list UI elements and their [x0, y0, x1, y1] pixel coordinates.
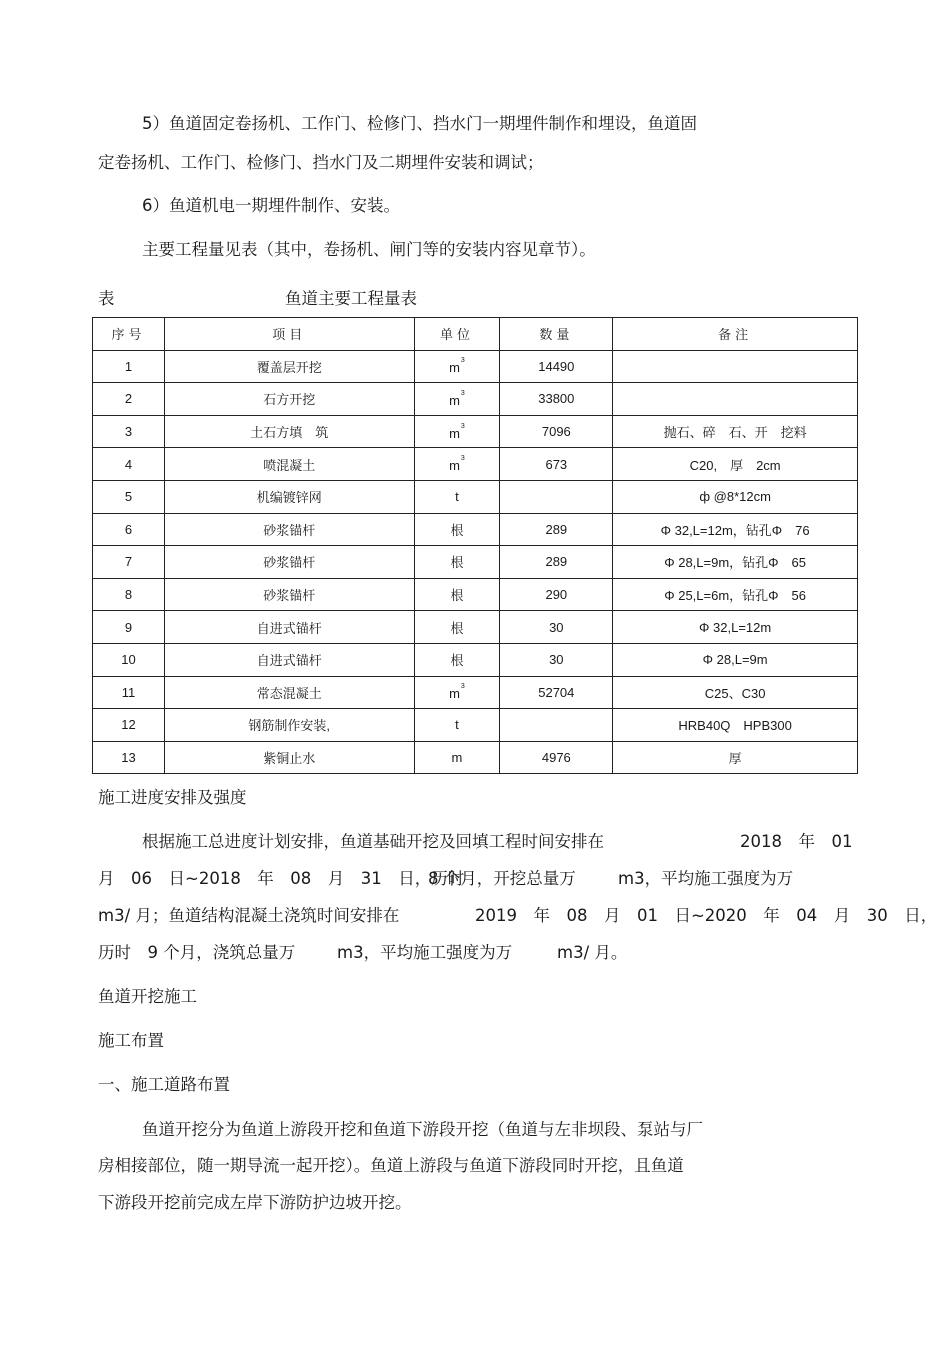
unit-text: t	[455, 489, 459, 505]
cell-number: 8	[93, 578, 165, 611]
header-unit: 单位	[414, 318, 500, 351]
cell-quantity: 4976	[500, 741, 613, 774]
final-paragraph-line-2: 房相接部位，随一期导流一起开挖）。鱼道上游段与鱼道下游段同时开挖，且鱼道	[98, 1156, 684, 1175]
cell-unit	[414, 513, 500, 546]
cell-item: 机编镀锌网	[164, 480, 414, 513]
table-caption-label: 表	[98, 289, 115, 308]
cell-item: 砂浆锚杆	[164, 546, 414, 579]
schedule-line-1a: 根据施工总进度计划安排，鱼道基础开挖及回填工程时间安排在	[142, 832, 604, 851]
table-intro: 主要工程量见表（其中，卷扬机、闸门等的安装内容见章节）。	[142, 240, 596, 259]
unit-superscript: 3	[460, 389, 465, 397]
cell-item: 常态混凝土	[164, 676, 414, 709]
paragraph-item-5-line-2: 定卷扬机、工作门、检修门、挡水门及二期埋件安装和调试；	[98, 153, 544, 172]
table-caption-title: 鱼道主要工程量表	[285, 289, 417, 308]
table-row	[93, 709, 858, 742]
table-row	[93, 643, 858, 676]
table-header-row	[93, 318, 858, 351]
quantity-table	[92, 317, 858, 774]
cell-unit	[414, 709, 500, 742]
cell-unit	[414, 611, 500, 644]
unit-text: 根	[450, 620, 464, 636]
cell-item: 砂浆锚杆	[164, 513, 414, 546]
cell-quantity: 30	[500, 643, 613, 676]
cell-item: 钢筋制作安装,	[164, 709, 414, 742]
cell-quantity: 52704	[500, 676, 613, 709]
cell-item: 自进式锚杆	[164, 643, 414, 676]
cell-number: 7	[93, 546, 165, 579]
unit-text: 根	[450, 653, 464, 669]
cell-number: 12	[93, 709, 165, 742]
schedule-line-2c: m3，平均施工强度为万	[618, 869, 794, 888]
cell-number: 6	[93, 513, 165, 546]
section-road-layout: 一、施工道路布置	[98, 1075, 230, 1094]
table-row	[93, 611, 858, 644]
unit-text: m	[449, 458, 460, 474]
cell-item: 石方开挖	[164, 383, 414, 416]
cell-remarks: C25、C30	[613, 676, 858, 709]
cell-quantity: 289	[500, 513, 613, 546]
cell-quantity: 14490	[500, 350, 613, 383]
schedule-line-3b: 2019 年 08 月 01 日~2020 年 04 月 30 日，	[475, 906, 938, 925]
cell-quantity: 290	[500, 578, 613, 611]
cell-item: 土石方填 筑	[164, 415, 414, 448]
cell-number: 10	[93, 643, 165, 676]
schedule-line-3a: m3/ 月；鱼道结构混凝土浇筑时间安排在	[98, 906, 400, 925]
unit-text: 根	[450, 555, 464, 571]
cell-unit	[414, 741, 500, 774]
cell-unit	[414, 676, 500, 709]
schedule-line-2a: 月 06 日~2018 年 08 月 31 日，历时	[98, 869, 465, 888]
cell-number: 5	[93, 480, 165, 513]
cell-number: 11	[93, 676, 165, 709]
table-body	[93, 350, 858, 774]
cell-unit	[414, 350, 500, 383]
cell-number: 13	[93, 741, 165, 774]
cell-unit	[414, 578, 500, 611]
cell-unit	[414, 415, 500, 448]
cell-unit	[414, 383, 500, 416]
schedule-line-2b: 8 个月，开挖总量万	[428, 869, 576, 888]
cell-unit	[414, 643, 500, 676]
header-quantity: 数量	[500, 318, 613, 351]
cell-quantity: 289	[500, 546, 613, 579]
table-row	[93, 350, 858, 383]
header-number: 序号	[93, 318, 165, 351]
table-row	[93, 578, 858, 611]
section-excavation: 鱼道开挖施工	[98, 987, 197, 1006]
unit-superscript: 3	[460, 683, 465, 691]
cell-remarks: 厚	[613, 741, 858, 774]
cell-remarks: HRB40Q HPB300	[613, 709, 858, 742]
cell-unit	[414, 546, 500, 579]
cell-remarks: ф @8*12cm	[613, 480, 858, 513]
table-row	[93, 676, 858, 709]
unit-text: m	[449, 392, 460, 408]
cell-remarks: Φ 32,L=12m	[613, 611, 858, 644]
cell-quantity: 7096	[500, 415, 613, 448]
table-row	[93, 546, 858, 579]
cell-item: 覆盖层开挖	[164, 350, 414, 383]
table-row	[93, 513, 858, 546]
unit-superscript: 3	[460, 455, 465, 463]
cell-item: 砂浆锚杆	[164, 578, 414, 611]
cell-quantity: 30	[500, 611, 613, 644]
table-row	[93, 480, 858, 513]
cell-unit	[414, 480, 500, 513]
table-row	[93, 383, 858, 416]
unit-superscript: 3	[460, 357, 465, 365]
cell-quantity: 33800	[500, 383, 613, 416]
paragraph-item-6: 6）鱼道机电一期埋件制作、安装。	[142, 196, 400, 215]
cell-number: 1	[93, 350, 165, 383]
cell-remarks	[613, 383, 858, 416]
cell-item: 紫铜止水	[164, 741, 414, 774]
cell-number: 9	[93, 611, 165, 644]
table-row	[93, 741, 858, 774]
paragraph-item-5-line-1: 5）鱼道固定卷扬机、工作门、检修门、挡水门一期埋件制作和埋设，鱼道固	[142, 114, 697, 133]
cell-item: 喷混凝土	[164, 448, 414, 481]
unit-text: m	[449, 360, 460, 376]
schedule-line-4a: 历时 9 个月，浇筑总量万	[98, 943, 296, 962]
cell-remarks: Φ 25,L=6m，钻孔Φ 56	[613, 578, 858, 611]
cell-item: 自进式锚杆	[164, 611, 414, 644]
unit-superscript: 3	[460, 422, 465, 430]
cell-remarks: C20, 厚 2cm	[613, 448, 858, 481]
cell-remarks: Φ 28,L=9m	[613, 643, 858, 676]
schedule-line-4c: m3/ 月。	[557, 943, 628, 962]
unit-text: m	[451, 750, 463, 766]
unit-text: 根	[450, 588, 464, 604]
cell-unit	[414, 448, 500, 481]
cell-remarks	[613, 350, 858, 383]
table-row	[93, 448, 858, 481]
cell-quantity	[500, 709, 613, 742]
cell-number: 3	[93, 415, 165, 448]
header-item: 项目	[164, 318, 414, 351]
unit-text: 根	[450, 522, 464, 538]
table-row	[93, 415, 858, 448]
unit-text: t	[455, 717, 459, 733]
cell-remarks: Φ 28,L=9m，钻孔Φ 65	[613, 546, 858, 579]
final-paragraph-line-3: 下游段开挖前完成左岸下游防护边坡开挖。	[98, 1193, 412, 1212]
header-remarks: 备注	[613, 318, 858, 351]
cell-quantity	[500, 480, 613, 513]
unit-text: m	[449, 686, 460, 702]
cell-number: 2	[93, 383, 165, 416]
cell-remarks: 抛石、碎 石、开 挖料	[613, 415, 858, 448]
cell-remarks: Φ 32,L=12m，钻孔Φ 76	[613, 513, 858, 546]
unit-text: m	[449, 425, 460, 441]
schedule-line-1b: 2018 年 01	[740, 832, 853, 851]
schedule-line-4b: m3，平均施工强度为万	[337, 943, 513, 962]
cell-number: 4	[93, 448, 165, 481]
final-paragraph-line-1: 鱼道开挖分为鱼道上游段开挖和鱼道下游段开挖（鱼道与左非坝段、泵站与厂	[142, 1120, 703, 1139]
cell-quantity: 673	[500, 448, 613, 481]
section-layout: 施工布置	[98, 1031, 164, 1050]
schedule-heading: 施工进度安排及强度	[98, 788, 247, 807]
